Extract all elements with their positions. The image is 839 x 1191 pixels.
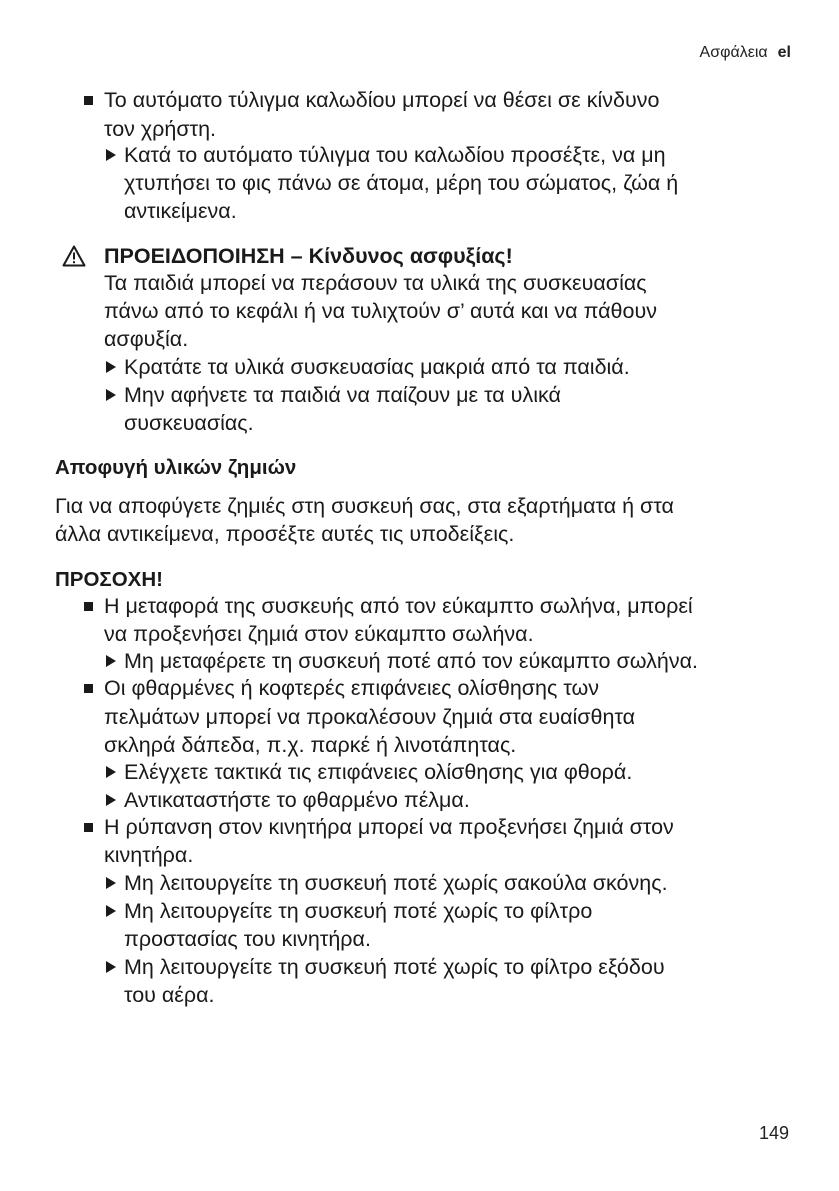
step-text: του αέρα. xyxy=(124,983,215,1007)
page-header xyxy=(700,44,791,62)
language-code: el xyxy=(777,44,791,61)
step-text: Μη λειτουργείτε τη συσκευή ποτέ χωρίς το φίλτρο εξόδου xyxy=(124,955,665,979)
step-arrow-icon xyxy=(106,794,116,806)
step-text: προστασίας του κινητήρα. xyxy=(124,927,371,951)
section-name: Ασφάλεια xyxy=(699,44,768,61)
step-text: αντικείμενα. xyxy=(124,199,237,223)
step-text: Μη λειτουργείτε τη συσκευή ποτέ χωρίς το φίλτρο xyxy=(124,899,593,923)
step-text: συσκευασίας. xyxy=(124,411,254,435)
step-arrow-icon xyxy=(106,389,116,401)
step-arrow-icon xyxy=(106,149,116,161)
step-text: Μη μεταφέρετε τη συσκευή ποτέ από τον εύκαμπτο σωλήνα. xyxy=(124,649,698,673)
step-text: Κατά το αυτόματο τύλιγμα του καλωδίου προσέξτε, να μη xyxy=(124,143,666,167)
bullet-text: τον χρήστη. xyxy=(104,117,217,141)
caution-heading: ΠΡΟΣΟΧΗ! xyxy=(55,568,163,591)
step-arrow-icon xyxy=(106,877,116,889)
page-number: 149 xyxy=(758,1123,789,1143)
step-text: Κρατάτε τα υλικά συσκευασίας μακριά από τα παιδιά. xyxy=(124,355,630,379)
warning-text: πάνω από το κεφάλι ή να τυλιχτούν σ’ αυτά και να πάθουν xyxy=(104,299,657,323)
bullet-square xyxy=(84,96,93,105)
paragraph-text: άλλα αντικείμενα, προσέξτε αυτές τις υποδείξεις. xyxy=(55,522,515,546)
step-text: Μη λειτουργείτε τη συσκευή ποτέ χωρίς σακούλα σκόνης. xyxy=(124,871,668,895)
step-arrow-icon xyxy=(106,361,116,373)
step-text: χτυπήσει το φις πάνω σε άτομα, μέρη του σώματος, ζώα ή xyxy=(124,171,679,195)
bullet-square xyxy=(84,602,93,611)
bullet-square xyxy=(84,684,93,693)
section-heading: Αποφυγή υλικών ζημιών xyxy=(55,456,297,479)
bullet-text: κινητήρα. xyxy=(104,843,194,867)
bullet-text: Η μεταφορά της συσκευής από τον εύκαμπτο σωλήνα, μπορεί xyxy=(104,594,693,618)
bullet-text: Το αυτόματο τύλιγμα καλωδίου μπορεί να θέσει σε κίνδυνο xyxy=(104,88,660,112)
bullet-text: Η ρύπανση στον κινητήρα μπορεί να προξενήσει ζημιά στον xyxy=(104,815,674,839)
bullet-text: σκληρά δάπεδα, π.χ. παρκέ ή λινοτάπητας. xyxy=(104,733,517,757)
warning-title: ΠΡΟΕΙΔΟΠΟΙΗΣΗ – Κίνδυνος ασφυξίας! xyxy=(104,244,513,268)
step-arrow-icon xyxy=(106,766,116,778)
step-text: Μην αφήνετε τα παιδιά να παίζουν με τα υλικά xyxy=(124,383,561,407)
bullet-text: να προξενήσει ζημιά στον εύκαμπτο σωλήνα. xyxy=(104,622,534,646)
step-arrow-icon xyxy=(106,655,116,667)
step-arrow-icon xyxy=(106,905,116,917)
step-arrow-icon xyxy=(106,961,116,973)
bullet-square xyxy=(84,823,93,832)
paragraph-text: Για να αποφύγετε ζημιές στη συσκευή σας, στα εξαρτήματα ή στα xyxy=(55,494,674,518)
warning-text: Τα παιδιά μπορεί να περάσουν τα υλικά της συσκευασίας xyxy=(104,271,647,295)
warning-text: ασφυξία. xyxy=(104,327,189,351)
step-text: Ελέγχετε τακτικά τις επιφάνειες ολίσθησης για φθορά. xyxy=(124,760,633,784)
warning-triangle-icon xyxy=(62,245,86,267)
bullet-text: πελμάτων μπορεί να προκαλέσουν ζημιά στα ευαίσθητα xyxy=(104,705,636,729)
step-text: Αντικαταστήστε το φθαρμένο πέλμα. xyxy=(124,788,470,812)
bullet-text: Οι φθαρμένες ή κοφτερές επιφάνειες ολίσθησης των xyxy=(104,676,600,700)
